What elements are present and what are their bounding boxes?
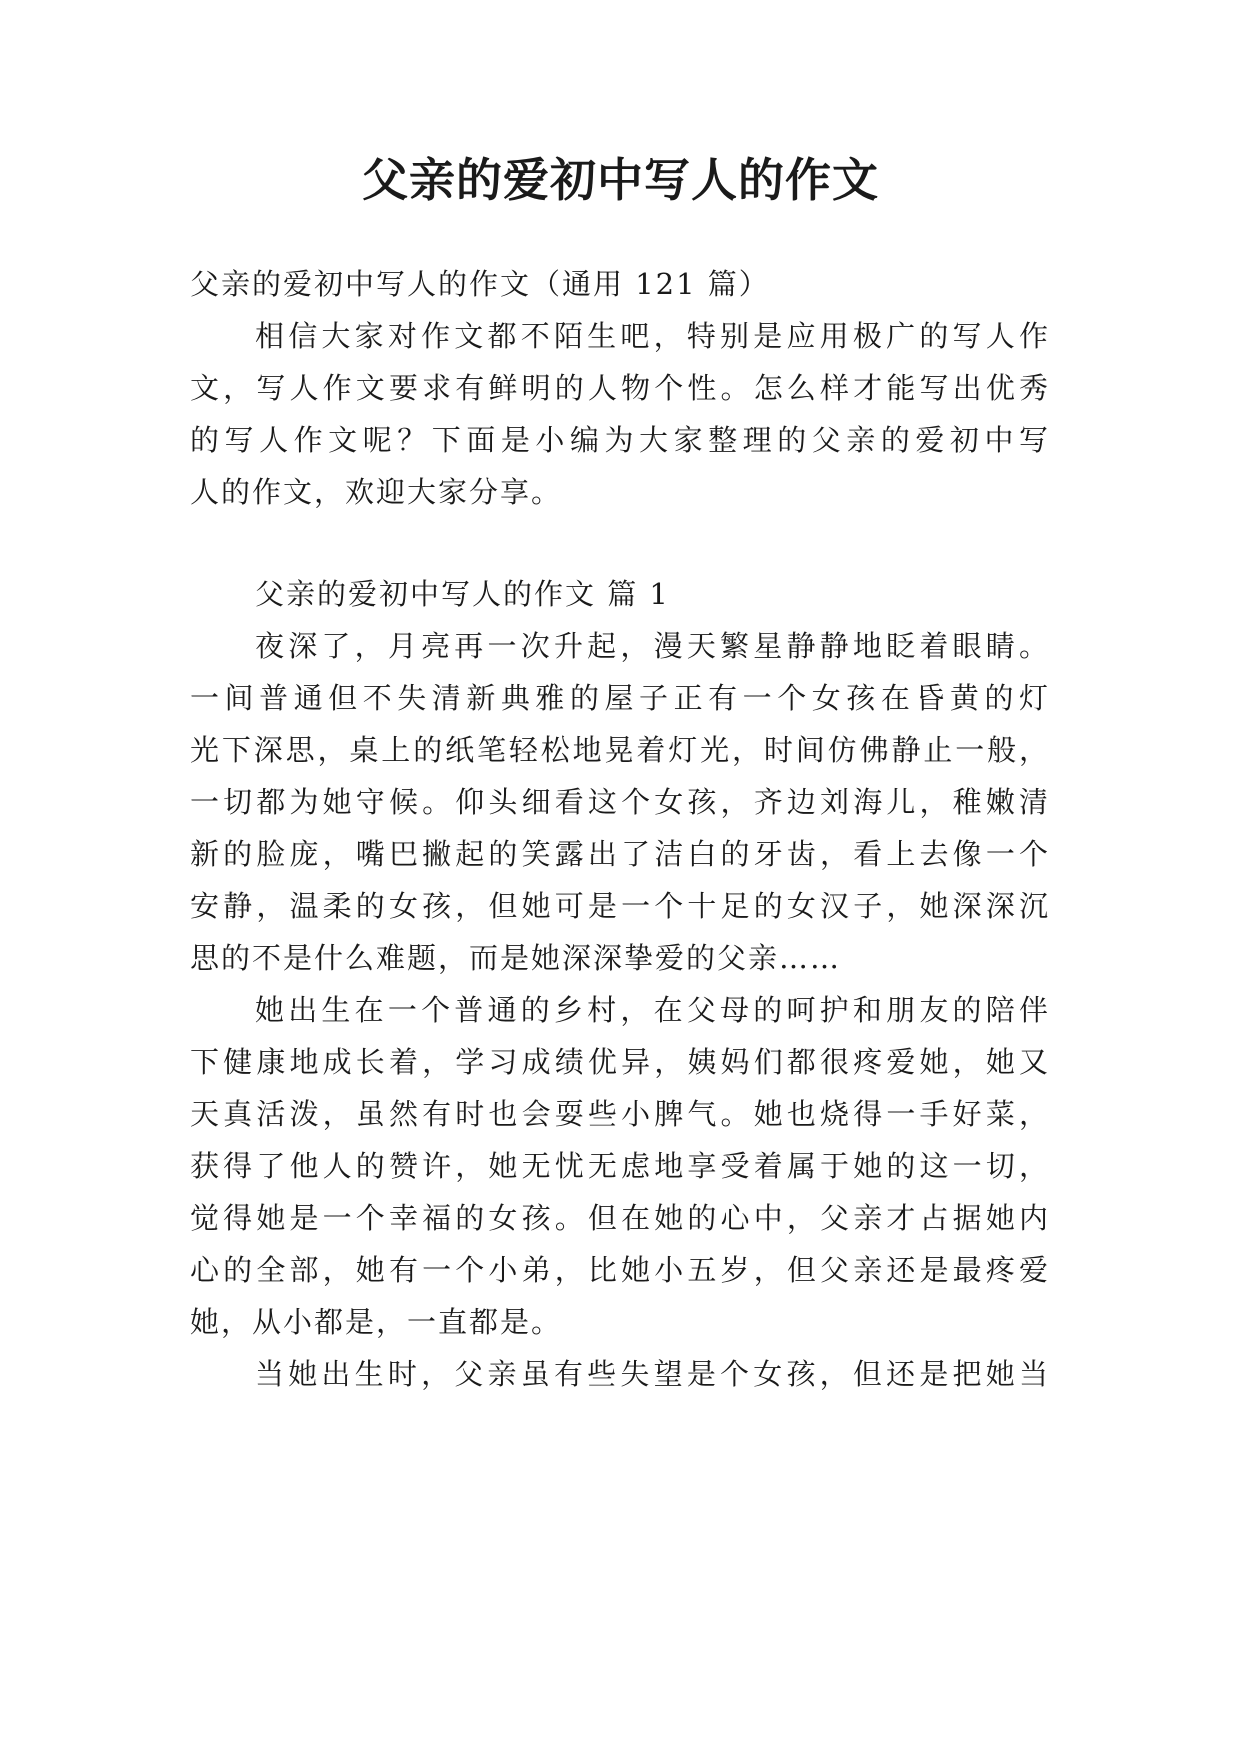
paragraph2-line-3: 天真活泼，虽然有时也会耍些小脾气。她也烧得一手好菜，: [190, 1097, 1050, 1131]
paragraph1-line-2: 一间普通但不失清新典雅的屋子正有一个女孩在昏黄的灯: [190, 681, 1050, 715]
paragraph2-line-4: 获得了他人的赞许，她无忧无虑地享受着属于她的这一切，: [190, 1149, 1050, 1183]
paragraph2-line-1: 她出生在一个普通的乡村，在父母的呵护和朋友的陪伴: [255, 993, 1050, 1027]
paragraph1-line-5: 新的脸庞，嘴巴撇起的笑露出了洁白的牙齿，看上去像一个: [190, 837, 1050, 871]
paragraph2-line-5: 觉得她是一个幸福的女孩。但在她的心中，父亲才占据她内: [190, 1201, 1050, 1235]
paragraph2-line-6: 心的全部，她有一个小弟，比她小五岁，但父亲还是最疼爱: [190, 1253, 1050, 1287]
paragraph3-line-1: 当她出生时，父亲虽有些失望是个女孩，但还是把她当: [255, 1357, 1050, 1391]
paragraph1-line-1: 夜深了，月亮再一次升起，漫天繁星静静地眨着眼睛。: [255, 629, 1050, 663]
paragraph1-line-6: 安静，温柔的女孩，但她可是一个十足的女汉子，她深深沉: [190, 889, 1050, 923]
paragraph2-line-2: 下健康地成长着，学习成绩优异，姨妈们都很疼爱她，她又: [190, 1045, 1050, 1079]
paragraph1-line-4: 一切都为她守候。仰头细看这个女孩，齐边刘海儿，稚嫩清: [190, 785, 1050, 819]
paragraph2-line-7: 她，从小都是，一直都是。: [190, 1305, 563, 1339]
intro-line-3: 的写人作文呢？下面是小编为大家整理的父亲的爱初中写: [190, 423, 1050, 457]
intro-line-2: 文，写人作文要求有鲜明的人物个性。怎么样才能写出优秀: [190, 371, 1050, 405]
paragraph1-line-3: 光下深思，桌上的纸笔轻松地晃着灯光，时间仿佛静止一般，: [190, 733, 1050, 767]
intro-line-4: 人的作文，欢迎大家分享。: [190, 475, 563, 509]
document-subtitle: 父亲的爱初中写人的作文（通用 121 篇）: [190, 267, 770, 301]
section-heading: 父亲的爱初中写人的作文 篇 1: [255, 577, 670, 611]
intro-line-1: 相信大家对作文都不陌生吧，特别是应用极广的写人作: [255, 319, 1050, 353]
paragraph1-line-7: 思的不是什么难题，而是她深深挚爱的父亲……: [190, 941, 842, 975]
document-title: 父亲的爱初中写人的作文: [362, 153, 879, 207]
